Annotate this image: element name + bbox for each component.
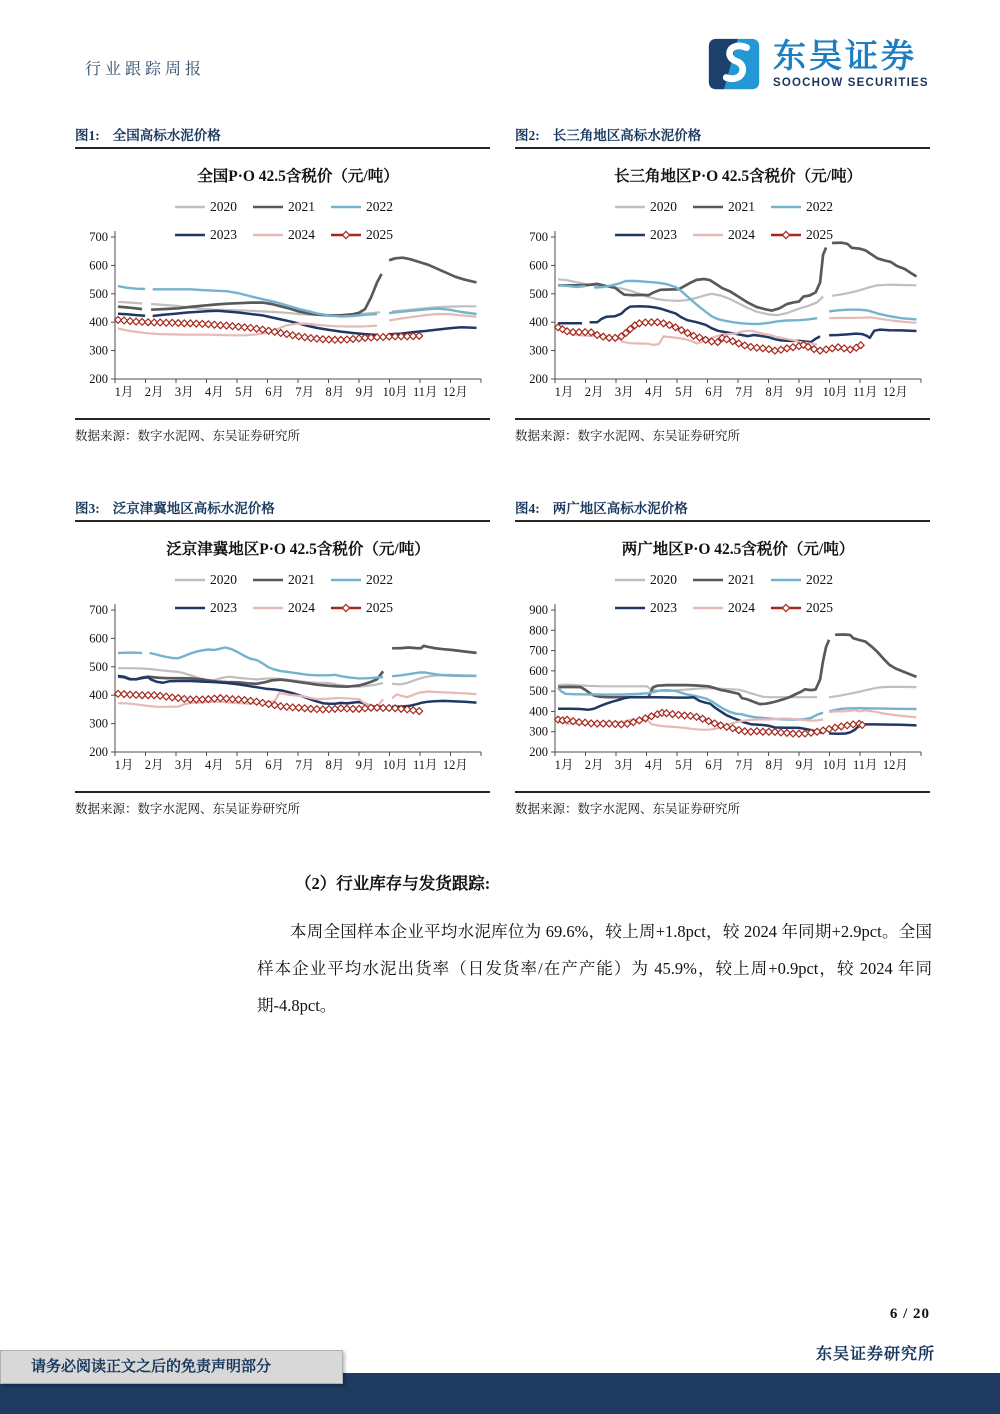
- chart-svg-4: [515, 522, 930, 792]
- x-tick-label: 10月: [822, 385, 848, 399]
- figure-title: 泛京津冀地区高标水泥价格: [112, 501, 275, 516]
- x-tick-label: 7月: [735, 758, 755, 772]
- y-tick-label: 300: [529, 724, 548, 739]
- svg-text:2021: 2021: [728, 199, 755, 214]
- figure-title: 长三角地区高标水泥价格: [552, 128, 702, 143]
- axes: [529, 230, 921, 399]
- figure-block-1: [75, 124, 490, 444]
- y-tick-label: 600: [89, 258, 108, 273]
- legend-item-2025: [331, 227, 393, 242]
- figure-header: [515, 124, 930, 149]
- y-tick-label: 200: [89, 745, 108, 759]
- source-note: 数据来源：数字水泥网、东吴证券研究所: [75, 418, 490, 444]
- svg-text:2022: 2022: [366, 199, 393, 214]
- logo-en-text: SOOCHOW SECURITIES: [773, 77, 929, 89]
- x-tick-label: 1月: [554, 758, 574, 772]
- x-tick-label: 7月: [295, 758, 315, 772]
- y-tick-label: 800: [529, 623, 548, 638]
- x-tick-label: 1月: [114, 385, 134, 399]
- logo-text: [773, 38, 929, 90]
- x-tick-label: 5月: [235, 385, 254, 399]
- page-number: 6 / 20: [889, 1306, 930, 1322]
- figure-block-3: [75, 497, 490, 817]
- y-tick-label: 500: [529, 286, 548, 301]
- figure-label: 图1:: [75, 128, 100, 143]
- x-tick-label: 9月: [795, 758, 815, 772]
- x-tick-label: 11月: [412, 385, 438, 399]
- institute-label: 东吴证券研究所: [815, 1346, 935, 1363]
- svg-text:2020: 2020: [650, 199, 677, 214]
- y-tick-label: 400: [89, 688, 108, 703]
- y-tick-label: 700: [89, 230, 108, 244]
- x-tick-label: 4月: [644, 758, 664, 772]
- y-tick-label: 400: [89, 315, 108, 330]
- figure-label: 图4:: [515, 501, 540, 516]
- svg-text:2024: 2024: [728, 227, 755, 242]
- y-tick-label: 300: [529, 343, 548, 358]
- series-2025: [115, 317, 423, 344]
- svg-text:2021: 2021: [728, 572, 755, 587]
- figure-label: 图3:: [75, 501, 100, 516]
- svg-text:2020: 2020: [210, 199, 237, 214]
- legend-item-2024: [693, 600, 755, 615]
- series-2021: [558, 243, 917, 311]
- svg-text:2025: 2025: [366, 227, 393, 242]
- axes: [529, 603, 921, 772]
- series-2021: [118, 258, 477, 316]
- figure-header: [75, 497, 490, 522]
- series-2025: [115, 690, 423, 714]
- x-tick-label: 6月: [705, 758, 725, 772]
- x-tick-label: 11月: [412, 758, 438, 772]
- svg-text:2024: 2024: [288, 600, 315, 615]
- figure-title: 两广地区高标水泥价格: [552, 501, 688, 516]
- svg-text:2023: 2023: [210, 600, 237, 615]
- series-2022: [118, 648, 477, 679]
- legend-item-2022: [331, 199, 393, 214]
- svg-text:2020: 2020: [210, 572, 237, 587]
- y-tick-label: 400: [529, 704, 548, 719]
- legend-item-2022: [771, 199, 833, 214]
- y-tick-label: 500: [529, 684, 548, 699]
- x-tick-label: 6月: [265, 758, 285, 772]
- x-tick-label: 5月: [675, 385, 694, 399]
- chart-svg-2: [515, 149, 930, 419]
- svg-text:2025: 2025: [806, 227, 833, 242]
- x-tick-label: 12月: [882, 385, 908, 399]
- chart-title: 全国P·O 42.5含税价（元/吨）: [197, 168, 399, 185]
- x-tick-label: 4月: [204, 758, 224, 772]
- x-tick-label: 12月: [882, 758, 908, 772]
- y-tick-label: 900: [529, 603, 548, 617]
- chart-title: 两广地区P·O 42.5含税价（元/吨）: [621, 541, 855, 558]
- legend-item-2023: [175, 600, 237, 615]
- x-tick-label: 11月: [852, 758, 878, 772]
- svg-text:2024: 2024: [288, 227, 315, 242]
- legend-item-2024: [253, 600, 315, 615]
- source-note: 数据来源：数字水泥网、东吴证券研究所: [75, 791, 490, 817]
- svg-text:2021: 2021: [288, 199, 315, 214]
- company-logo: [703, 31, 935, 97]
- x-tick-label: 4月: [204, 385, 224, 399]
- y-tick-label: 400: [529, 315, 548, 330]
- svg-text:2022: 2022: [806, 199, 833, 214]
- body-paragraph: 本周全国样本企业平均水泥库位为 69.6%，较上周+1.8pct，较 2024 年同期+2.9pct。全国样本企业平均水泥出货率（日发货率/在产产能）为 45.9%，较上周+0.9pct，较 2024 年同期-4.8pct。: [257, 922, 932, 1015]
- x-tick-label: 10月: [822, 758, 848, 772]
- x-tick-label: 5月: [235, 758, 254, 772]
- svg-text:2025: 2025: [366, 600, 393, 615]
- figure-header: [515, 497, 930, 522]
- y-tick-label: 300: [89, 343, 108, 358]
- legend-item-2025: [771, 600, 833, 615]
- x-tick-label: 10月: [382, 758, 408, 772]
- x-tick-label: 7月: [735, 385, 755, 399]
- x-tick-label: 2月: [144, 758, 164, 772]
- x-tick-label: 6月: [265, 385, 285, 399]
- logo-cn-text: 东吴证券: [773, 39, 917, 75]
- x-tick-label: 3月: [614, 758, 634, 772]
- y-tick-label: 500: [89, 286, 108, 301]
- source-note: 数据来源：数字水泥网、东吴证券研究所: [515, 418, 930, 444]
- y-tick-label: 500: [89, 659, 108, 674]
- y-tick-label: 700: [89, 603, 108, 617]
- legend-item-2020: [175, 572, 237, 587]
- body-section: [257, 872, 932, 1041]
- legend-item-2020: [615, 199, 677, 214]
- source-note: 数据来源：数字水泥网、东吴证券研究所: [515, 791, 930, 817]
- x-tick-label: 3月: [174, 758, 194, 772]
- x-tick-label: 1月: [114, 758, 134, 772]
- axes: [89, 603, 481, 772]
- x-tick-label: 9月: [355, 758, 375, 772]
- legend-item-2020: [175, 199, 237, 214]
- legend-item-2023: [615, 600, 677, 615]
- x-tick-label: 8月: [325, 758, 345, 772]
- legend-item-2022: [771, 572, 833, 587]
- svg-text:2023: 2023: [650, 600, 677, 615]
- x-tick-label: 4月: [644, 385, 664, 399]
- x-tick-label: 10月: [382, 385, 408, 399]
- svg-text:2021: 2021: [288, 572, 315, 587]
- x-tick-label: 8月: [325, 385, 345, 399]
- x-tick-label: 5月: [675, 758, 694, 772]
- svg-text:2022: 2022: [806, 572, 833, 587]
- x-tick-label: 8月: [765, 758, 785, 772]
- chart-title: 长三角地区P·O 42.5含税价（元/吨）: [613, 168, 863, 185]
- x-tick-label: 7月: [295, 385, 315, 399]
- x-tick-label: 2月: [144, 385, 164, 399]
- figure-header: [75, 124, 490, 149]
- logo-mark-icon: [703, 33, 765, 95]
- x-tick-label: 2月: [584, 758, 604, 772]
- legend-item-2025: [331, 600, 393, 615]
- y-tick-label: 200: [529, 372, 548, 386]
- x-tick-label: 11月: [852, 385, 878, 399]
- y-tick-label: 600: [529, 663, 548, 678]
- figure-block-2: [515, 124, 930, 444]
- legend-item-2021: [253, 572, 315, 587]
- x-tick-label: 12月: [442, 385, 468, 399]
- x-tick-label: 1月: [554, 385, 574, 399]
- legend-item-2021: [693, 572, 755, 587]
- y-tick-label: 200: [89, 372, 108, 386]
- svg-text:2020: 2020: [650, 572, 677, 587]
- x-tick-label: 9月: [795, 385, 815, 399]
- report-type-label: 行业跟踪周报: [85, 61, 206, 78]
- x-tick-label: 3月: [614, 385, 634, 399]
- svg-text:2022: 2022: [366, 572, 393, 587]
- svg-text:2023: 2023: [210, 227, 237, 242]
- disclaimer-box: 请务必阅读正文之后的免责声明部分: [0, 1350, 343, 1384]
- figure-block-4: [515, 497, 930, 817]
- y-tick-label: 200: [529, 745, 548, 759]
- legend-item-2024: [253, 227, 315, 242]
- x-tick-label: 8月: [765, 385, 785, 399]
- y-tick-label: 300: [89, 716, 108, 731]
- y-tick-label: 600: [89, 631, 108, 646]
- y-tick-label: 700: [529, 230, 548, 244]
- chart-svg-1: [75, 149, 490, 419]
- legend-item-2021: [693, 199, 755, 214]
- svg-text:2024: 2024: [728, 600, 755, 615]
- legend-item-2020: [615, 572, 677, 587]
- legend-item-2021: [253, 199, 315, 214]
- x-tick-label: 3月: [174, 385, 194, 399]
- x-tick-label: 2月: [584, 385, 604, 399]
- legend-item-2024: [693, 227, 755, 242]
- x-tick-label: 6月: [705, 385, 725, 399]
- chart-title: 泛京津冀地区P·O 42.5含税价（元/吨）: [166, 541, 430, 558]
- y-tick-label: 600: [529, 258, 548, 273]
- legend-item-2022: [331, 572, 393, 587]
- x-tick-label: 12月: [442, 758, 468, 772]
- svg-text:2025: 2025: [806, 600, 833, 615]
- figure-label: 图2:: [515, 128, 540, 143]
- y-tick-label: 700: [529, 643, 548, 658]
- x-tick-label: 9月: [355, 385, 375, 399]
- figure-title: 全国高标水泥价格: [112, 128, 221, 143]
- svg-text:2023: 2023: [650, 227, 677, 242]
- legend-item-2023: [175, 227, 237, 242]
- legend-item-2025: [771, 227, 833, 242]
- section-heading: （2）行业库存与发货跟踪:: [295, 874, 491, 893]
- chart-svg-3: [75, 522, 490, 792]
- legend-item-2023: [615, 227, 677, 242]
